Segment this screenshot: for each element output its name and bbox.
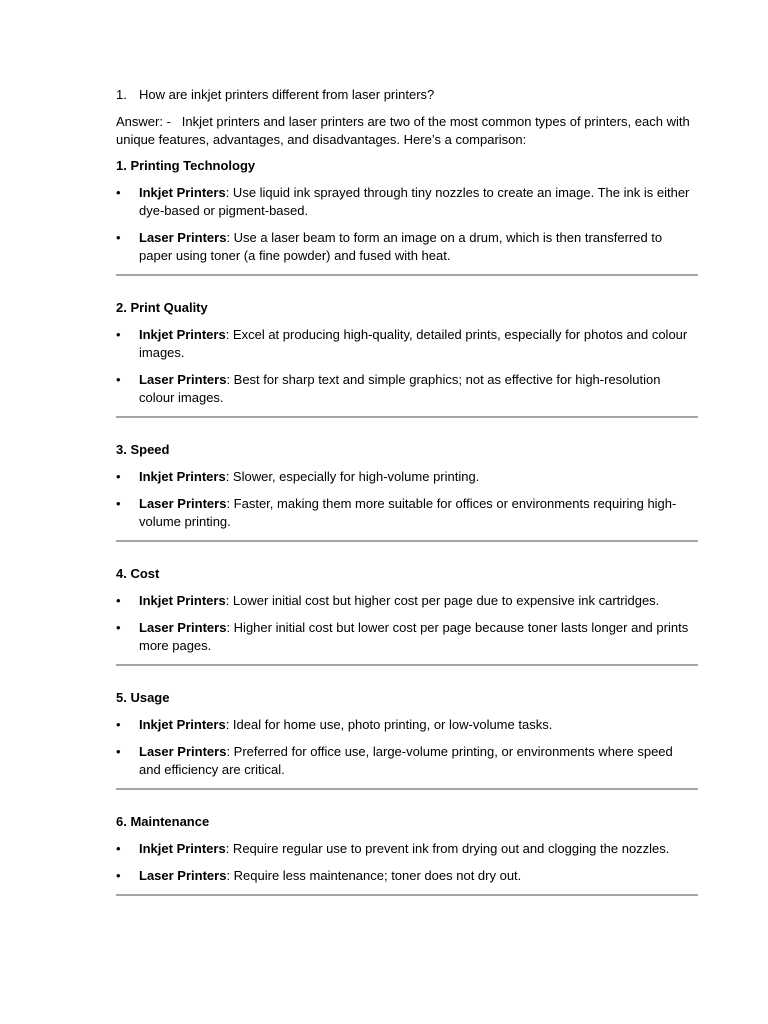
list-item [116,716,698,734]
bullet-icon: • [116,185,121,200]
item-description: : Faster, making them more suitable for offices or environments requiring high-volume printing. [139,496,677,529]
section-heading: 6. Maintenance [116,814,210,829]
list-item [116,867,698,885]
section [116,813,698,896]
bullet-icon: • [116,868,121,883]
item-description: : Require less maintenance; toner does not dry out. [226,868,522,883]
bullet-icon: • [116,841,121,856]
section-heading: 2. Print Quality [116,300,208,315]
section [116,299,698,418]
bullet-icon: • [116,469,121,484]
item-description: : Slower, especially for high-volume printing. [225,469,480,484]
list-item [116,840,698,858]
section [116,565,698,666]
item-description: : Ideal for home use, photo printing, or low-volume tasks. [225,717,553,732]
section-divider [116,416,698,418]
section-divider [116,788,698,790]
bullet-icon: • [116,372,121,387]
list-item [116,592,698,610]
item-description: : Preferred for office use, large-volume printing, or environments where speed and efficiency are critical. [139,744,673,777]
item-term: Inkjet Printers [139,327,226,342]
item-description: : Excel at producing high-quality, detailed prints, especially for photos and colour images. [139,327,688,360]
item-term: Laser Printers [139,744,227,759]
item-description: : Best for sharp text and simple graphics; not as effective for high-resolution colour images. [139,372,661,405]
section-divider [116,664,698,666]
item-description: : Require regular use to prevent ink from drying out and clogging the nozzles. [225,841,670,856]
item-term: Laser Printers [139,620,227,635]
bullet-icon: • [116,327,121,342]
bullet-icon: • [116,230,121,245]
item-term: Inkjet Printers [139,185,226,200]
section-divider [116,540,698,542]
answer-intro [116,113,698,149]
bullet-list [116,716,698,779]
section [116,157,698,276]
list-item [116,619,698,655]
item-term: Laser Printers [139,868,227,883]
item-term: Laser Printers [139,372,227,387]
bullet-list [116,840,698,885]
list-item [116,743,698,779]
list-item [116,495,698,531]
answer-text: Inkjet printers and laser printers are two of the most common types of printers, each with unique features, advantages, and disadvantages. Here’s a comparison: [116,114,690,147]
section-heading: 5. Usage [116,690,170,705]
question-number: 1. [116,87,127,102]
item-description: : Lower initial cost but higher cost per page due to expensive ink cartridges. [225,593,660,608]
item-term: Inkjet Printers [139,841,226,856]
section-heading: 4. Cost [116,566,160,581]
list-item [116,326,698,362]
document-page [116,86,698,919]
item-term: Laser Printers [139,230,227,245]
item-term: Inkjet Printers [139,717,226,732]
question-text: How are inkjet printers different from laser printers? [139,87,435,102]
item-term: Inkjet Printers [139,593,226,608]
bullet-icon: • [116,593,121,608]
bullet-list [116,184,698,265]
item-description: : Use liquid ink sprayed through tiny nozzles to create an image. The ink is either dye-based or pigment-based. [139,185,690,218]
list-item [116,468,698,486]
section-divider [116,274,698,276]
list-item [116,229,698,265]
item-term: Inkjet Printers [139,469,226,484]
section-heading: 3. Speed [116,442,170,457]
bullet-icon: • [116,744,121,759]
bullet-icon: • [116,717,121,732]
list-item [116,184,698,220]
section-divider [116,894,698,896]
section [116,689,698,790]
bullet-list [116,326,698,407]
bullet-list [116,592,698,655]
item-term: Laser Printers [139,496,227,511]
section [116,441,698,542]
comparison-sections [116,157,698,896]
bullet-list [116,468,698,531]
item-description: : Higher initial cost but lower cost per page because toner lasts longer and prints more pages. [139,620,689,653]
question [116,86,698,104]
bullet-icon: • [116,496,121,511]
item-description: : Use a laser beam to form an image on a drum, which is then transferred to paper using toner (a fine powder) and fused with heat. [139,230,663,263]
section-heading: 1. Printing Technology [116,158,256,173]
bullet-icon: • [116,620,121,635]
list-item [116,371,698,407]
answer-prefix: Answer: - [116,114,171,129]
